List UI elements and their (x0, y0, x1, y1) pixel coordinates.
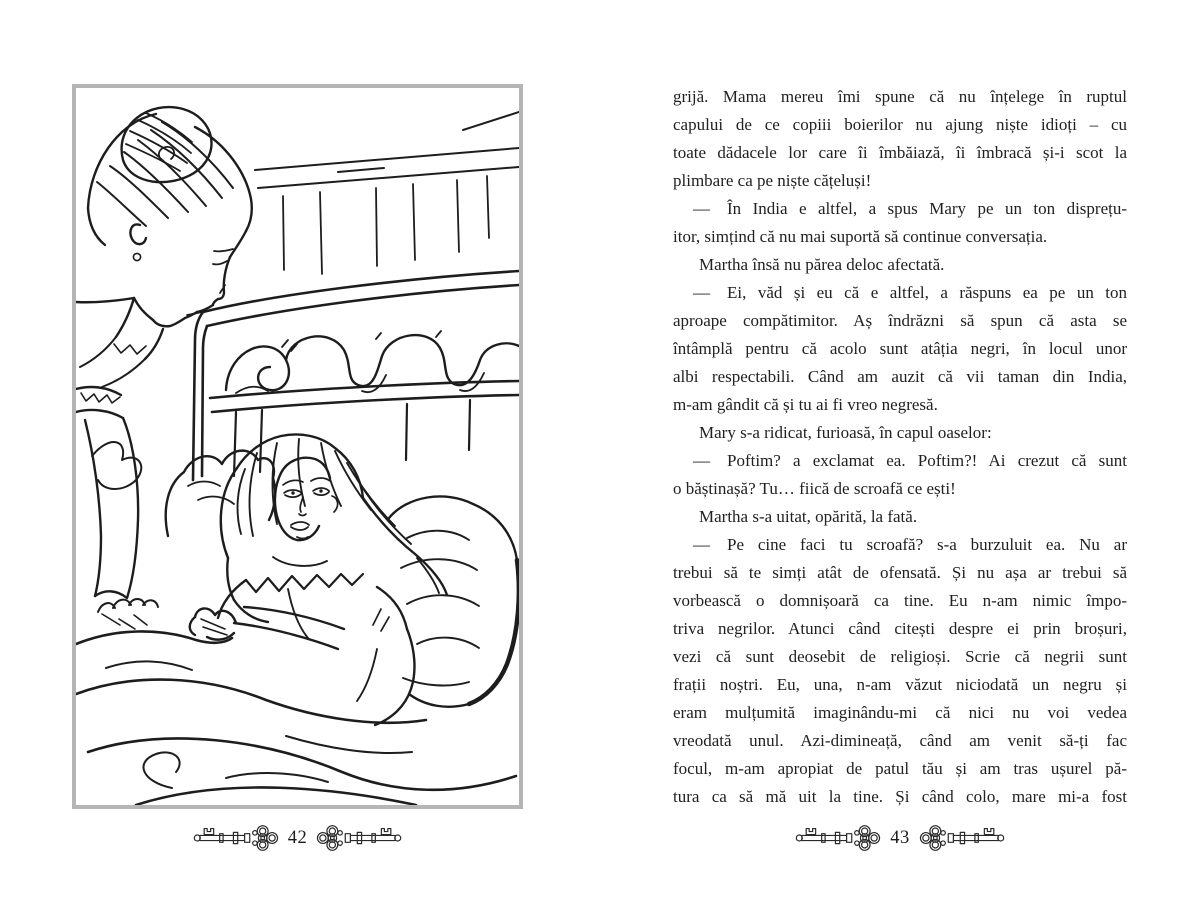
text-line: m-am gândit că și tu ai fi vreo negresă. (673, 395, 938, 414)
text-line: vezi că sunt deosebit de religioși. Scrie că negrii sunt (673, 647, 1127, 666)
text-column (673, 83, 1127, 811)
paragraph (673, 447, 1127, 503)
text-line: aproape compătimitor. Aș îndrăzni să spun că asta se (673, 311, 1127, 330)
text-line: Mary s-a ridicat, furioasă, în capul oaselor: (699, 423, 992, 442)
text-line: — Pe cine faci tu scroafă? s-a burzuluit ea. Nu ar (693, 535, 1127, 554)
text-line: — Ei, văd și eu că e altfel, a răspuns ea pe un ton (693, 283, 1127, 302)
left-page-footer (72, 820, 523, 856)
text-line: trebui să te simți atât de ofensată. Și nu așa ar trebui să (673, 563, 1127, 582)
key-ornament-icon (193, 823, 279, 853)
key-ornament-icon (919, 823, 1005, 853)
paragraph (673, 419, 1127, 447)
paragraph (673, 195, 1127, 251)
text-line: tura ca să mă uit la tine. Și când colo, mare mi-a fost (673, 787, 1127, 806)
paragraph (673, 251, 1127, 279)
paragraph (673, 531, 1127, 811)
text-line: Martha însă nu părea deloc afectată. (699, 255, 945, 274)
text-line: vreodată unul. Azi-dimineață, când am venit să-ți fac (673, 731, 1127, 750)
text-line: vorbească o domnișoară ca tine. Eu n-am nimic împo- (673, 591, 1127, 610)
text-line: eram mulțumită imaginându-mi că nici nu voi vedea (673, 703, 1127, 722)
text-line: — Poftim? a exclamat ea. Poftim?! Ai crezut că sunt (693, 451, 1127, 470)
text-line: capului de ce copiii boierilor nu ajung niște idioți – cu (673, 115, 1127, 134)
text-line: albi respectabili. Când am auzit că vii taman din India, (673, 367, 1127, 386)
paragraph (673, 503, 1127, 531)
text-line: frații noștri. Eu, una, n-am văzut niciodată un negru și (673, 675, 1127, 694)
key-ornament-icon (795, 823, 881, 853)
key-ornament-icon (316, 823, 402, 853)
paragraph (673, 279, 1127, 419)
text-line: toate dădacele lor care îi îmbăiază, îi îmbracă și-i scot la (673, 143, 1127, 162)
text-line: triva negrilor. Atunci când citești despre ei prin broșuri, (673, 619, 1127, 638)
paragraph (673, 83, 1127, 195)
right-page-footer (673, 820, 1127, 856)
page-number-right: 43 (890, 827, 910, 848)
text-line: grijă. Mama mereu îmi spune că nu înțelege în ruptul (673, 87, 1127, 106)
text-line: — În India e altfel, a spus Mary pe un ton disprețu- (693, 199, 1127, 218)
text-line: itor, simțind că nu mai suportă să continue conversația. (673, 227, 1048, 246)
text-line: plimbare ca pe niște cățeluși! (673, 171, 872, 190)
text-line: focul, m-am apropiat de patul tău și am tras ușurel pă- (673, 759, 1127, 778)
bed-scene-illustration (76, 88, 519, 805)
page-number-left: 42 (287, 827, 308, 848)
text-line: o băștinașă? Tu… fiică de scroafă ce ești! (673, 479, 956, 498)
text-line: întâmplă pentru că acolo sunt atâția negri, în locul unor (673, 339, 1127, 358)
illustration-frame (72, 84, 523, 809)
text-line: Martha s-a uitat, opărită, la fată. (699, 507, 918, 526)
